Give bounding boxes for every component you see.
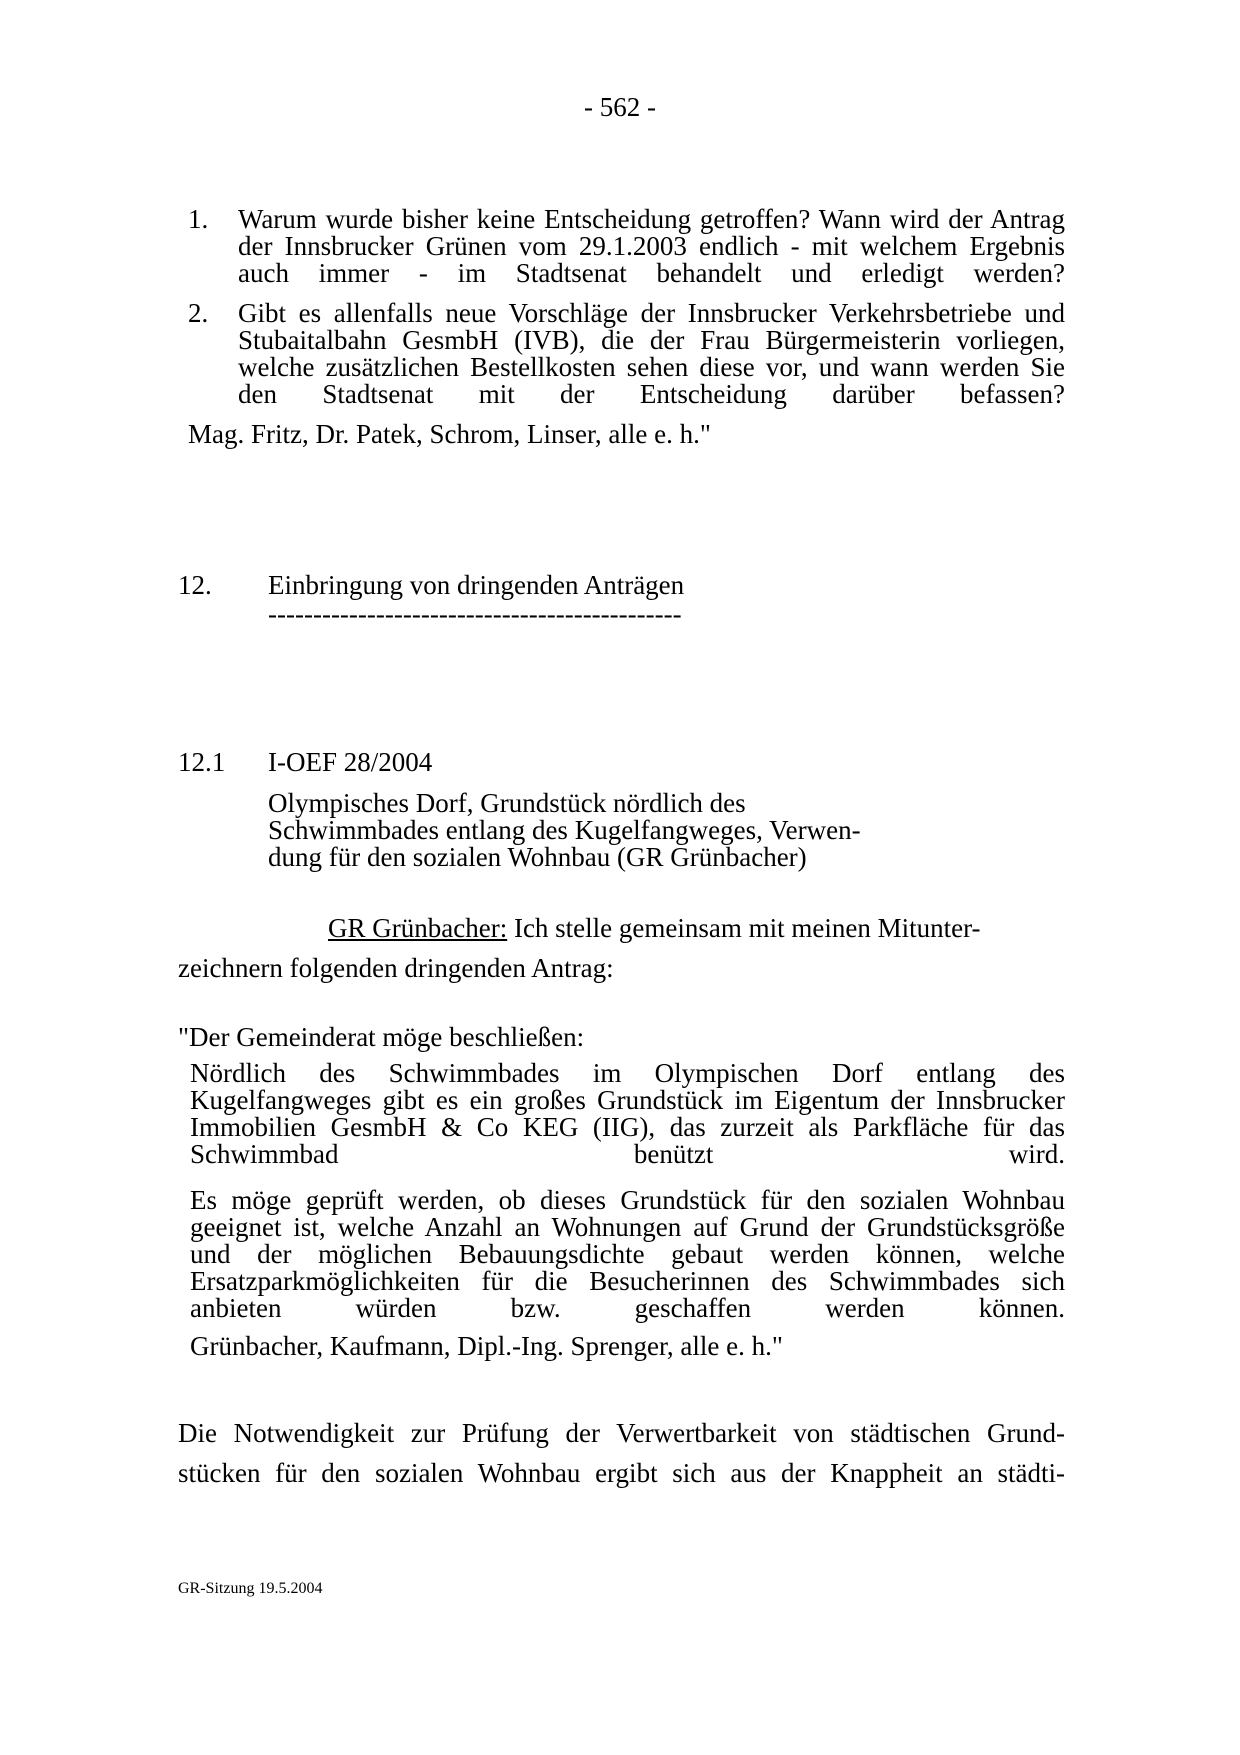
item-12-1-reference: I-OEF 28/2004 <box>268 747 433 777</box>
question-2-text: Gibt es allenfalls neue Vorschläge der Innsbrucker Verkehrsbetriebe und Stubaitalbahn GesmbH (IVB), die der Frau Bürgermeisterin vorliegen, welche zusätzlichen Bestellkosten sehen diese vor, und wann werden Sie den Stadtsenat mit der Entscheidung darüber befassen? <box>238 298 1065 409</box>
section-12-rule: ---------------------------------------------- <box>268 599 682 629</box>
section-12-title: Einbringung von dringenden Anträgen <box>268 570 685 600</box>
question-2-number: 2. <box>188 298 209 328</box>
page-number: - 562 - <box>584 92 656 122</box>
speaker-name: GR Grünbacher: <box>328 913 508 943</box>
motion-opening: "Der Gemeinderat möge beschließen: <box>178 1022 585 1052</box>
motion-intro-text: Ich stelle gemeinsam mit meinen Mitunter- <box>513 913 981 943</box>
motion-intro-line-1 <box>328 915 981 942</box>
item-12-1-subject-line-3: dung für den sozialen Wohnbau (GR Grünbacher) <box>268 842 807 872</box>
section-12-number: 12. <box>178 570 212 600</box>
question-1-text: Warum wurde bisher keine Entscheidung getroffen? Wann wird der Antrag der Innsbrucker Grünen vom 29.1.2003 endlich - mit welchem Ergebnis auch immer - im Stadtsenat behandelt und erledigt werden? <box>238 204 1065 288</box>
question-signatures: Mag. Fritz, Dr. Patek, Schrom, Linser, alle e. h." <box>188 419 711 449</box>
item-12-1-subject-line-2: Schwimmbades entlang des Kugelfangweges, Verwen- <box>268 815 861 845</box>
motion-paragraph-1: Nördlich des Schwimmbades im Olympischen Dorf entlang des Kugelfangweges gibt es ein großes Grundstück im Eigentum der Innsbrucker Immobilien GesmbH & Co KEG (IIG), das zurzeit als Parkfläche für das Schwimmbad benützt wird. <box>190 1058 1065 1169</box>
item-12-1-subject-line-1: Olympisches Dorf, Grundstück nördlich des <box>268 788 746 818</box>
motion-intro-line-2: zeichnern folgenden dringenden Antrag: <box>178 953 614 983</box>
motion-signatures: Grünbacher, Kaufmann, Dipl.-Ing. Sprenger, alle e. h." <box>190 1331 783 1361</box>
footer-session-date: GR-Sitzung 19.5.2004 <box>178 1580 323 1597</box>
item-12-1-number: 12.1 <box>178 747 226 777</box>
closing-line-2: stücken für den sozialen Wohnbau ergibt sich aus der Knappheit an städti- <box>178 1458 1065 1488</box>
closing-line-1: Die Notwendigkeit zur Prüfung der Verwertbarkeit von städtischen Grund- <box>178 1418 1065 1448</box>
question-1-number: 1. <box>188 204 209 234</box>
motion-paragraph-2: Es möge geprüft werden, ob dieses Grundstück für den sozialen Wohnbau geeignet ist, welche Anzahl an Wohnungen auf Grund der Grundstücksgröße und der möglichen Bebauungsdichte gebaut werden können, welche Ersatzparkmöglichkeiten für die Besucherinnen des Schwimmbades sich anbieten würden bzw. geschaffen werden können. <box>190 1185 1065 1323</box>
